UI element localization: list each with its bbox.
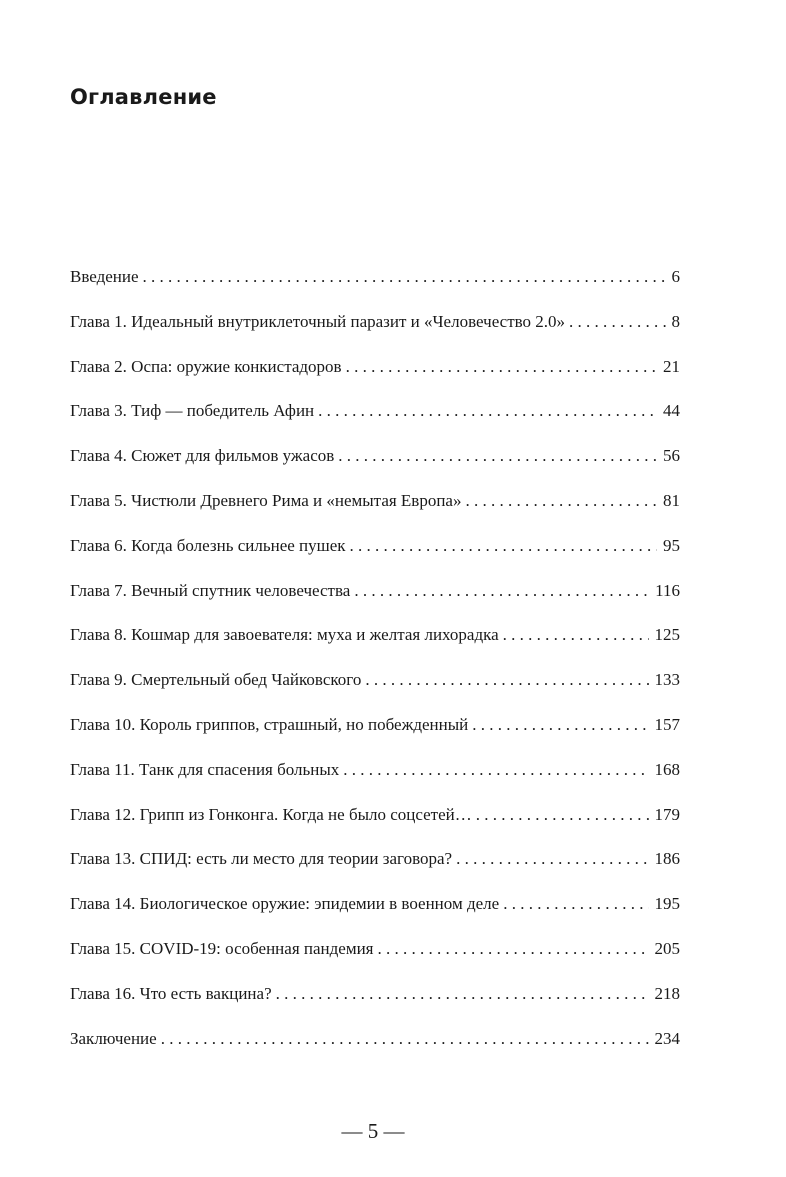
dot-leader	[569, 307, 665, 337]
toc-entry-label: Глава 14. Биологическое оружие: эпидемии в военном деле	[70, 894, 500, 914]
toc-entry-chapter-3	[70, 396, 680, 441]
dot-leader	[143, 262, 666, 292]
toc-entry-page: 6	[671, 267, 680, 286]
toc-entry-conclusion	[70, 1024, 680, 1069]
dot-leader	[456, 844, 648, 874]
toc-entry-chapter-4	[70, 441, 680, 486]
dot-leader	[503, 889, 648, 919]
toc-entry-chapter-8	[70, 620, 680, 665]
toc-entry-chapter-16	[70, 979, 680, 1024]
table-of-contents	[70, 262, 680, 1068]
dot-leader	[476, 800, 649, 830]
dot-leader	[465, 486, 657, 516]
dot-leader	[472, 710, 648, 740]
toc-entry-chapter-14	[70, 889, 680, 934]
toc-entry-page: 218	[654, 983, 680, 1003]
toc-entry-chapter-10	[70, 710, 680, 755]
toc-entry-label: Глава 12. Грипп из Гонконга. Когда не было соцсетей…	[70, 804, 472, 824]
toc-entry-chapter-6	[70, 531, 680, 576]
toc-entry-introduction	[70, 262, 680, 307]
dot-leader	[338, 441, 657, 471]
toc-entry-page: 205	[654, 938, 680, 958]
toc-entry-page: 116	[655, 580, 680, 600]
toc-entry-label: Глава 4. Сюжет для фильмов ужасов	[70, 446, 335, 466]
page-number: — 5 —	[341, 1119, 405, 1143]
toc-entry-page: 95	[663, 535, 680, 555]
toc-entry-page: 234	[654, 1028, 680, 1048]
toc-entry-label: Глава 15. COVID-19: особенная пандемия	[70, 938, 374, 958]
toc-entry-label: Глава 1. Идеальный внутриклеточный паразит и «Человечество 2.0»	[70, 311, 566, 331]
dot-leader	[346, 352, 657, 382]
toc-entry-page: 133	[654, 670, 680, 690]
toc-entry-page: 168	[654, 759, 680, 779]
dot-leader	[350, 531, 657, 561]
toc-entry-label: Глава 11. Танк для спасения больных	[70, 759, 340, 779]
toc-entry-page: 81	[663, 490, 680, 510]
toc-entry-chapter-9	[70, 665, 680, 710]
toc-entry-label: Заключение	[70, 1028, 157, 1048]
toc-entry-page: 157	[654, 714, 680, 734]
toc-entry-label: Введение	[70, 267, 139, 286]
toc-entry-chapter-7	[70, 576, 680, 621]
toc-entry-chapter-1	[70, 307, 680, 352]
dot-leader	[354, 576, 649, 606]
toc-entry-label: Глава 9. Смертельный обед Чайковского	[70, 670, 362, 690]
toc-entry-label: Глава 6. Когда болезнь сильнее пушек	[70, 535, 346, 555]
toc-entry-page: 125	[654, 625, 680, 645]
toc-entry-chapter-13	[70, 844, 680, 889]
toc-entry-label: Глава 8. Кошмар для завоевателя: муха и желтая лихорадка	[70, 625, 499, 645]
dot-leader	[318, 396, 657, 426]
toc-entry-page: 179	[654, 804, 680, 824]
dot-leader	[365, 665, 648, 695]
dot-leader	[378, 934, 649, 964]
dot-leader	[276, 979, 649, 1009]
toc-entry-chapter-12	[70, 800, 680, 845]
page-title: Оглавление	[70, 85, 217, 109]
toc-entry-chapter-2	[70, 352, 680, 397]
toc-entry-label: Глава 7. Вечный спутник человечества	[70, 580, 351, 600]
toc-entry-label: Глава 16. Что есть вакцина?	[70, 983, 272, 1003]
toc-entry-page: 195	[654, 894, 680, 914]
toc-entry-page: 8	[671, 311, 680, 331]
toc-entry-page: 186	[654, 849, 680, 869]
dot-leader	[161, 1024, 649, 1054]
toc-entry-label: Глава 10. Король гриппов, страшный, но побежденный	[70, 714, 469, 734]
toc-entry-page: 56	[663, 446, 680, 466]
dot-leader	[503, 620, 649, 650]
toc-entry-label: Глава 5. Чистюли Древнего Рима и «немытая Европа»	[70, 490, 462, 510]
toc-entry-chapter-15	[70, 934, 680, 979]
dot-leader	[343, 755, 648, 785]
toc-entry-label: Глава 13. СПИД: есть ли место для теории заговора?	[70, 849, 453, 869]
toc-entry-label: Глава 2. Оспа: оружие конкистадоров	[70, 356, 342, 376]
toc-entry-chapter-11	[70, 755, 680, 800]
toc-entry-page: 21	[663, 356, 680, 376]
toc-entry-label: Глава 3. Тиф — победитель Афин	[70, 401, 315, 421]
toc-entry-page: 44	[663, 401, 680, 421]
toc-entry-chapter-5	[70, 486, 680, 531]
